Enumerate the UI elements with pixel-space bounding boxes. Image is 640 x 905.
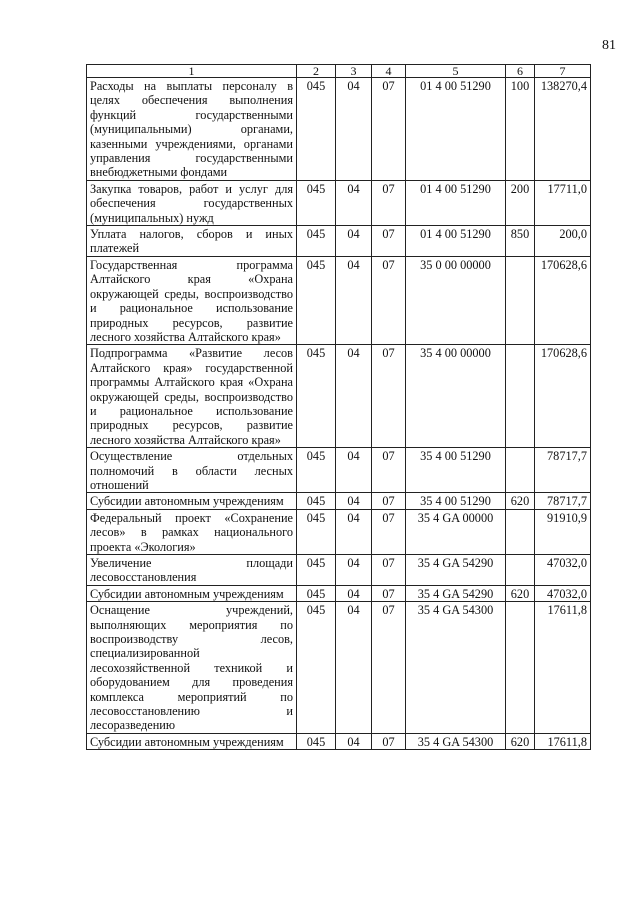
row-value-cell: 620 bbox=[506, 493, 535, 509]
column-header: 3 bbox=[336, 65, 372, 78]
row-value-cell: 07 bbox=[372, 509, 406, 554]
row-value-cell: 47032,0 bbox=[535, 555, 591, 586]
row-value-cell: 07 bbox=[372, 226, 406, 257]
row-value-cell: 17711,0 bbox=[535, 180, 591, 225]
row-value-cell: 045 bbox=[297, 345, 336, 448]
row-value-cell: 04 bbox=[336, 555, 372, 586]
row-name-cell: Расходы на выплаты персоналу в целях обеспечения выполнения функций государственными (муниципальными) органами, казенными учреждениями, органами управления государственными внебюджетными фондами bbox=[87, 78, 297, 181]
row-value-cell: 78717,7 bbox=[535, 448, 591, 493]
row-value-cell: 78717,7 bbox=[535, 493, 591, 509]
row-value-cell: 01 4 00 51290 bbox=[406, 226, 506, 257]
table-row bbox=[87, 733, 591, 749]
row-value-cell: 04 bbox=[336, 180, 372, 225]
row-value-cell: 04 bbox=[336, 733, 372, 749]
row-value-cell: 07 bbox=[372, 345, 406, 448]
row-value-cell: 04 bbox=[336, 493, 372, 509]
row-value-cell: 35 4 GA 54290 bbox=[406, 585, 506, 601]
row-name-cell: Увеличение площади лесовосстановления bbox=[87, 555, 297, 586]
column-header: 5 bbox=[406, 65, 506, 78]
row-name-cell: Уплата налогов, сборов и иных платежей bbox=[87, 226, 297, 257]
row-value-cell: 35 4 GA 54300 bbox=[406, 733, 506, 749]
row-value-cell: 07 bbox=[372, 602, 406, 734]
row-value-cell bbox=[506, 602, 535, 734]
row-value-cell: 07 bbox=[372, 585, 406, 601]
row-value-cell: 04 bbox=[336, 226, 372, 257]
column-header: 6 bbox=[506, 65, 535, 78]
row-value-cell: 170628,6 bbox=[535, 256, 591, 344]
row-value-cell: 35 4 00 51290 bbox=[406, 448, 506, 493]
table-row bbox=[87, 509, 591, 554]
column-header: 2 bbox=[297, 65, 336, 78]
row-value-cell bbox=[506, 448, 535, 493]
row-value-cell: 17611,8 bbox=[535, 733, 591, 749]
row-value-cell bbox=[506, 256, 535, 344]
table-header-row bbox=[87, 65, 591, 78]
row-value-cell: 100 bbox=[506, 78, 535, 181]
row-value-cell: 35 0 00 00000 bbox=[406, 256, 506, 344]
row-name-cell: Субсидии автономным учреждениям bbox=[87, 585, 297, 601]
table-row bbox=[87, 345, 591, 448]
table-row bbox=[87, 256, 591, 344]
row-value-cell: 01 4 00 51290 bbox=[406, 78, 506, 181]
row-value-cell: 04 bbox=[336, 509, 372, 554]
table-row bbox=[87, 585, 591, 601]
column-header: 7 bbox=[535, 65, 591, 78]
column-header: 1 bbox=[87, 65, 297, 78]
row-value-cell: 045 bbox=[297, 555, 336, 586]
row-value-cell: 170628,6 bbox=[535, 345, 591, 448]
row-name-cell: Закупка товаров, работ и услуг для обеспечения государственных (муниципальных) нужд bbox=[87, 180, 297, 225]
table-row bbox=[87, 226, 591, 257]
row-value-cell: 35 4 00 00000 bbox=[406, 345, 506, 448]
row-value-cell: 045 bbox=[297, 602, 336, 734]
row-value-cell bbox=[506, 555, 535, 586]
row-value-cell: 07 bbox=[372, 256, 406, 344]
row-value-cell: 200,0 bbox=[535, 226, 591, 257]
row-value-cell: 35 4 GA 54290 bbox=[406, 555, 506, 586]
row-name-cell: Осуществление отдельных полномочий в области лесных отношений bbox=[87, 448, 297, 493]
row-value-cell: 045 bbox=[297, 509, 336, 554]
row-value-cell: 04 bbox=[336, 585, 372, 601]
row-value-cell: 35 4 GA 54300 bbox=[406, 602, 506, 734]
row-name-cell: Подпрограмма «Развитие лесов Алтайского края» государственной программы Алтайского края «Охрана окружающей среды, воспроизводство и рациональное использование природных ресурсов, развитие лесного хозяйства Алтайского края» bbox=[87, 345, 297, 448]
row-name-cell: Оснащение учреждений, выполняющих мероприятия по воспроизводству лесов, специализированной лесохозяйственной техникой и оборудованием для проведения комплекса мероприятий по лесовосстановлению и лесоразведению bbox=[87, 602, 297, 734]
row-value-cell: 045 bbox=[297, 226, 336, 257]
row-value-cell: 35 4 00 51290 bbox=[406, 493, 506, 509]
row-value-cell: 01 4 00 51290 bbox=[406, 180, 506, 225]
row-value-cell: 200 bbox=[506, 180, 535, 225]
row-name-cell: Субсидии автономным учреждениям bbox=[87, 733, 297, 749]
row-name-cell: Субсидии автономным учреждениям bbox=[87, 493, 297, 509]
row-value-cell: 045 bbox=[297, 493, 336, 509]
row-value-cell: 07 bbox=[372, 78, 406, 181]
row-value-cell: 045 bbox=[297, 448, 336, 493]
row-value-cell: 138270,4 bbox=[535, 78, 591, 181]
row-value-cell: 620 bbox=[506, 733, 535, 749]
row-value-cell: 04 bbox=[336, 78, 372, 181]
page-number: 81 bbox=[602, 38, 616, 53]
row-value-cell: 04 bbox=[336, 448, 372, 493]
row-value-cell: 07 bbox=[372, 555, 406, 586]
row-value-cell: 07 bbox=[372, 180, 406, 225]
table-row bbox=[87, 448, 591, 493]
table-row bbox=[87, 78, 591, 181]
column-header: 4 bbox=[372, 65, 406, 78]
row-value-cell: 04 bbox=[336, 256, 372, 344]
row-name-cell: Федеральный проект «Сохранение лесов» в рамках национального проекта «Экология» bbox=[87, 509, 297, 554]
table-row bbox=[87, 493, 591, 509]
row-value-cell: 045 bbox=[297, 585, 336, 601]
row-value-cell: 045 bbox=[297, 180, 336, 225]
table-row bbox=[87, 602, 591, 734]
row-value-cell: 07 bbox=[372, 733, 406, 749]
row-value-cell: 850 bbox=[506, 226, 535, 257]
row-value-cell bbox=[506, 345, 535, 448]
row-value-cell: 04 bbox=[336, 602, 372, 734]
row-name-cell: Государственная программа Алтайского края «Охрана окружающей среды, воспроизводство и рациональное использование природных ресурсов, развитие лесного хозяйства Алтайского края» bbox=[87, 256, 297, 344]
budget-table bbox=[86, 64, 591, 750]
row-value-cell: 045 bbox=[297, 78, 336, 181]
table-row bbox=[87, 180, 591, 225]
row-value-cell: 07 bbox=[372, 493, 406, 509]
row-value-cell: 91910,9 bbox=[535, 509, 591, 554]
row-value-cell: 045 bbox=[297, 256, 336, 344]
row-value-cell: 47032,0 bbox=[535, 585, 591, 601]
row-value-cell: 07 bbox=[372, 448, 406, 493]
row-value-cell: 35 4 GA 00000 bbox=[406, 509, 506, 554]
table-row bbox=[87, 555, 591, 586]
row-value-cell: 17611,8 bbox=[535, 602, 591, 734]
row-value-cell: 045 bbox=[297, 733, 336, 749]
row-value-cell: 620 bbox=[506, 585, 535, 601]
row-value-cell bbox=[506, 509, 535, 554]
row-value-cell: 04 bbox=[336, 345, 372, 448]
